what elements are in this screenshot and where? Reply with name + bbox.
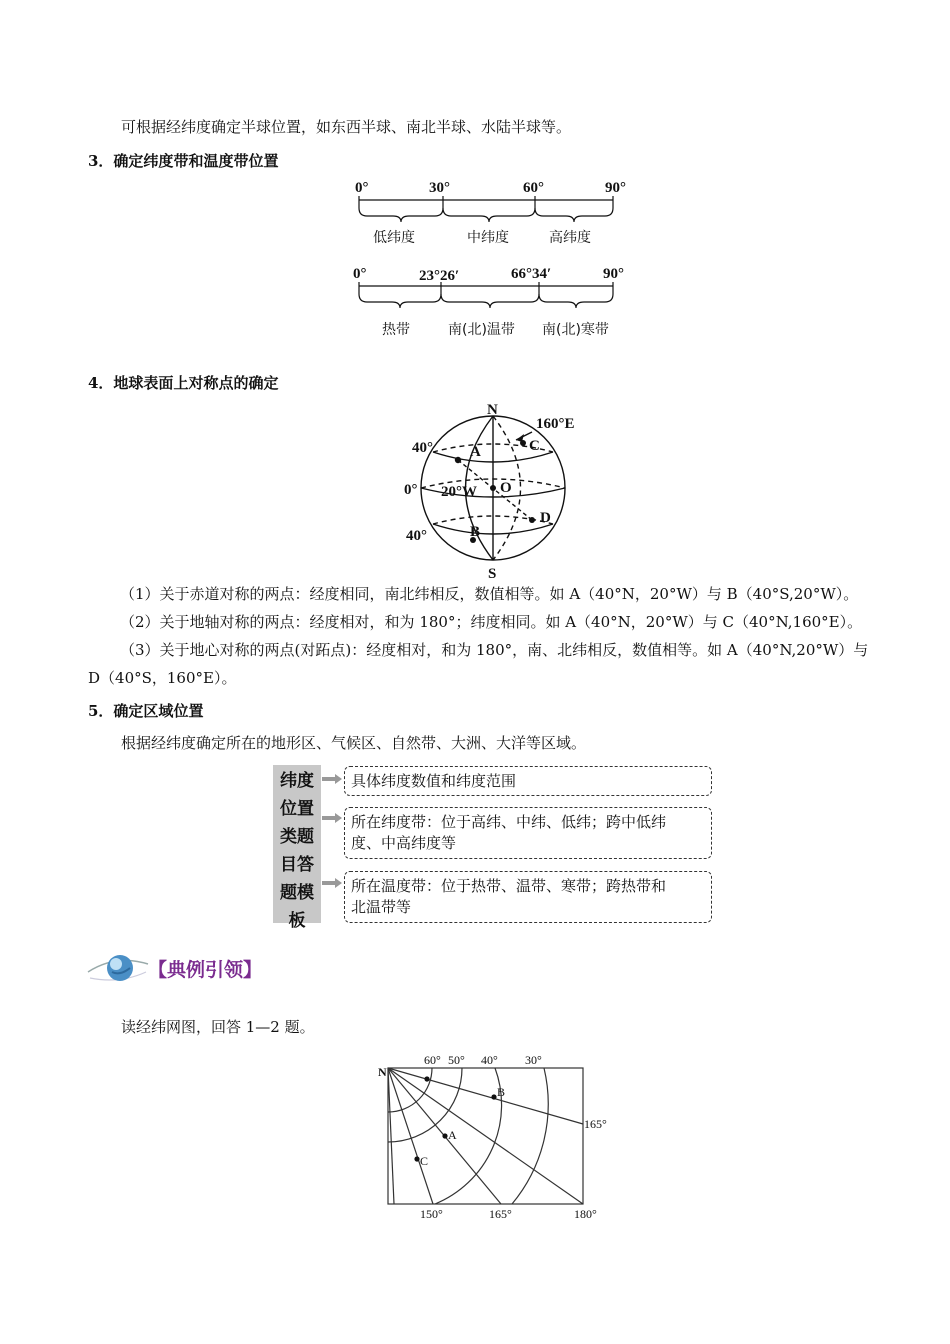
lat-tick-30: 30° bbox=[429, 180, 450, 196]
template-box-line: 所在纬度带：位于高纬、中纬、低纬；跨中低纬 bbox=[351, 813, 667, 831]
lat-zone-high: 高纬度 bbox=[549, 230, 591, 246]
map-point-b: B bbox=[497, 1085, 506, 1099]
temp-tick-0: 0° bbox=[353, 266, 367, 282]
globe-lon-label: 160°E bbox=[536, 416, 575, 432]
section3-heading: 3．确定纬度带和温度带位置 bbox=[88, 152, 279, 170]
symmetry-item-3: （3）关于地心对称的两点(对跖点)：经度相对，和为 180°，南、北纬相反，数值相等。如 A（40°N,20°W）与 bbox=[120, 641, 869, 659]
template-box-line: 具体纬度数值和纬度范围 bbox=[351, 772, 517, 790]
template-box-2 bbox=[344, 807, 712, 859]
globe-diagram bbox=[398, 400, 588, 580]
symmetry-item-1: （1）关于赤道对称的两点：经度相同，南北纬相反，数值相等。如 A（40°N，20°W）与 B（40°S,20°W）。 bbox=[120, 585, 859, 603]
section4-heading: 4．地球表面上对称点的确定 bbox=[88, 374, 279, 392]
map-top-60: 60° bbox=[424, 1053, 441, 1067]
globe-lat-south: 40° bbox=[406, 528, 427, 544]
arrow-right-icon bbox=[322, 774, 342, 784]
arrow-right-icon bbox=[322, 878, 342, 888]
map-right-165: 165° bbox=[584, 1117, 607, 1131]
lat-tick-0: 0° bbox=[355, 180, 369, 196]
globe-lat-north: 40° bbox=[412, 440, 433, 456]
map-top-40: 40° bbox=[481, 1053, 498, 1067]
arrow-right-icon bbox=[322, 813, 342, 823]
map-point-c: C bbox=[420, 1154, 429, 1168]
map-top-50: 50° bbox=[448, 1053, 465, 1067]
section5-text: 根据经纬度确定所在的地形区、气候区、自然带、大洲、大洋等区域。 bbox=[121, 734, 587, 752]
globe-point-c: C bbox=[529, 438, 540, 454]
map-bottom-150: 150° bbox=[420, 1207, 443, 1221]
globe-center: O bbox=[500, 480, 512, 496]
template-box-1 bbox=[344, 766, 712, 796]
symmetry-item-2: （2）关于地轴对称的两点：经度相对，和为 180°；纬度相同。如 A（40°N，20°W）与 C（40°N,160°E）。 bbox=[120, 613, 863, 631]
template-label-line: 板 bbox=[288, 911, 306, 931]
template-box-line: 北温带等 bbox=[351, 898, 412, 916]
symmetry-item-3-cont: D（40°S，160°E）。 bbox=[88, 669, 237, 687]
globe-point-a: A bbox=[470, 444, 481, 460]
graticule-map bbox=[370, 1050, 630, 1226]
template-box-line: 所在温度带：位于热带、温带、寒带；跨热带和 bbox=[351, 877, 667, 895]
example-prompt: 读经纬网图，回答 1—2 题。 bbox=[121, 1018, 315, 1036]
globe-meridian-label: 20°W bbox=[441, 484, 477, 500]
temp-zone-tropic: 热带 bbox=[382, 322, 410, 338]
temp-tick-23: 23°26′ bbox=[419, 268, 460, 284]
globe-south: S bbox=[488, 566, 497, 580]
map-point-a: A bbox=[448, 1128, 457, 1142]
lat-tick-60: 60° bbox=[523, 180, 544, 196]
temp-zone-frigid: 南(北)寒带 bbox=[542, 322, 609, 338]
map-bottom-180: 180° bbox=[574, 1207, 597, 1221]
globe-logo-icon bbox=[86, 950, 150, 986]
lat-zone-low: 低纬度 bbox=[373, 230, 415, 246]
globe-point-b: B bbox=[470, 524, 481, 540]
template-label-line: 纬度 bbox=[280, 771, 314, 791]
map-pole: N bbox=[378, 1065, 387, 1079]
template-label-line: 目答 bbox=[280, 855, 314, 875]
temp-zone-temperate: 南(北)温带 bbox=[448, 322, 515, 338]
temp-tick-90: 90° bbox=[603, 266, 624, 282]
section5-heading: 5．确定区域位置 bbox=[88, 702, 204, 720]
template-label-block bbox=[273, 765, 321, 931]
template-label-line: 题模 bbox=[280, 883, 314, 903]
temp-tick-66: 66°34′ bbox=[511, 266, 552, 282]
template-label-line: 类题 bbox=[280, 827, 314, 847]
lat-tick-90: 90° bbox=[605, 180, 626, 196]
globe-north: N bbox=[487, 402, 498, 418]
latitude-zone-diagram bbox=[345, 176, 635, 346]
map-top-30: 30° bbox=[525, 1053, 542, 1067]
example-title: 【典例引领】 bbox=[148, 959, 263, 981]
globe-point-d: D bbox=[540, 510, 551, 526]
map-bottom-165: 165° bbox=[489, 1207, 512, 1221]
template-box-line: 度、中高纬度等 bbox=[351, 834, 457, 852]
globe-equator: 0° bbox=[404, 482, 418, 498]
template-box-3 bbox=[344, 871, 712, 923]
intro-text: 可根据经纬度确定半球位置，如东西半球、南北半球、水陆半球等。 bbox=[121, 118, 572, 136]
lat-zone-mid: 中纬度 bbox=[467, 230, 509, 246]
template-label-line: 位置 bbox=[280, 799, 314, 819]
